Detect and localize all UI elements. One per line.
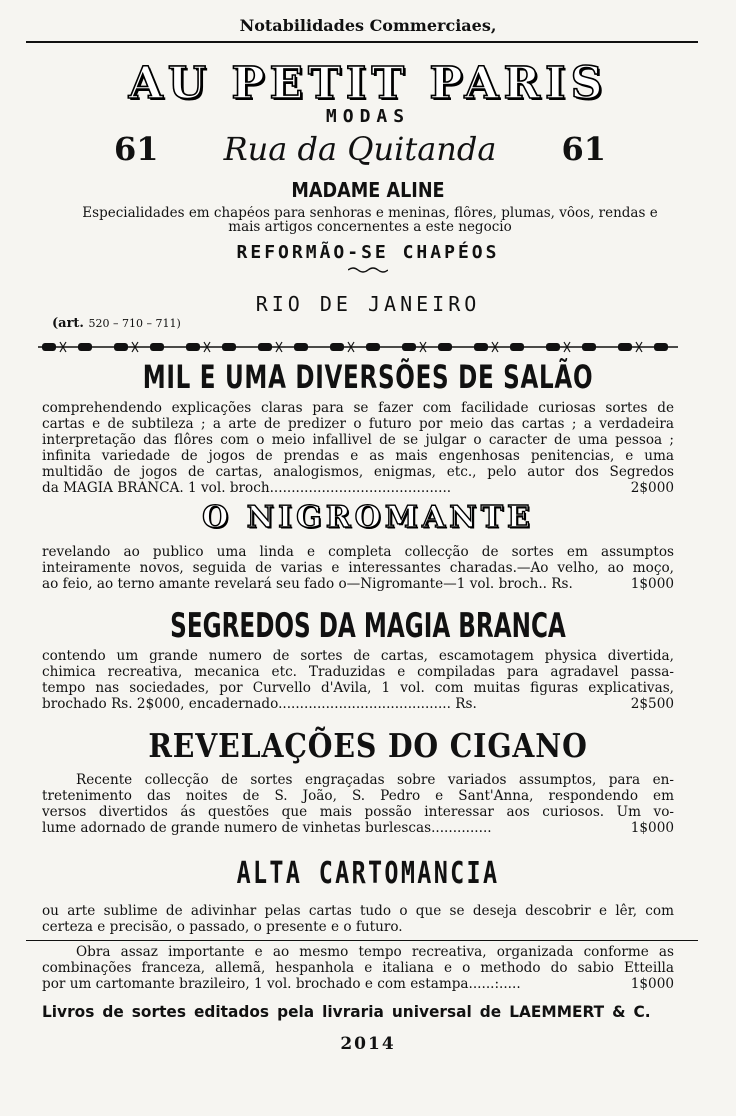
- last-line-text: ao feio, ao terno amante revelará seu fado o—Nigromante—1 vol. broch.. Rs.: [42, 576, 573, 592]
- article-label: (art.: [52, 316, 84, 331]
- description-line: chimica recreativa, mecanica etc. Traduzidas e compiladas para agradavel passa-: [42, 664, 674, 680]
- description-last-line: [42, 480, 674, 496]
- description-line: tretenimento das noites de S. João, S. Pedro e Sant'Anna, respondendo em: [42, 788, 674, 804]
- description-last-line: [42, 576, 674, 592]
- address-number-left: 61: [114, 130, 159, 168]
- section-rule: [26, 940, 698, 941]
- article-numbers: 520 – 710 – 711): [88, 317, 181, 330]
- book-description-revelacoes: [42, 772, 674, 836]
- shop-category: MODAS: [325, 106, 411, 127]
- address-number-right: 61: [561, 130, 606, 168]
- shop-name: AU PETIT PARIS: [128, 58, 608, 109]
- book-price: 1$000: [630, 976, 674, 992]
- shop-specialities: [34, 206, 706, 234]
- book-description-mil-diversoes: [42, 400, 674, 496]
- description-last-line: [42, 820, 674, 836]
- page-number: 2014: [340, 1034, 396, 1054]
- description-last-line: [42, 696, 674, 712]
- book-description-nigromante: [42, 544, 674, 592]
- book-price: 1$000: [630, 820, 674, 836]
- shop-city: RIO DE JANEIRO: [255, 292, 481, 316]
- description-line: interpretação das flôres com o meio infallivel de se julgar o caracter de uma pessoa ;: [42, 432, 674, 448]
- book-title-revelacoes: REVELAÇÕES DO CIGANO: [148, 726, 588, 765]
- specialities-line: mais artigos concernentes a este negocio: [228, 220, 512, 234]
- shop-owner: MADAME ALINE: [291, 178, 445, 202]
- description-line: inteiramente novos, seguida de varias e interessantes charadas.—Ao velho, ao moço,: [42, 560, 674, 576]
- address-street: Rua da Quitanda: [223, 130, 497, 168]
- squiggle-ornament-icon: [348, 266, 388, 274]
- article-reference: [52, 316, 181, 331]
- description-line: combinações franceza, allemã, hespanhola e italiana e o methodo do sabio Etteilla: [42, 960, 674, 976]
- description-last-line: [42, 976, 674, 992]
- book-price: 2$000: [630, 480, 674, 496]
- book-title-alta-cartomancia: ALTA CARTOMANCIA: [236, 856, 500, 891]
- description-line: Obra assaz importante e ao mesmo tempo recreativa, organizada conforme as: [76, 944, 674, 960]
- description-line: infinita variedade de jogos de prendas e as mais engenhosas penitencias, e uma: [42, 448, 674, 464]
- description-line: Recente collecção de sortes engraçadas sobre variados assumptos, para en-: [76, 772, 674, 788]
- shop-reform-notice: REFORMÃO-SE CHAPÉOS: [236, 242, 500, 263]
- book-title-nigromante: O NIGROMANTE: [202, 500, 534, 535]
- shop-address: [100, 130, 620, 170]
- ornamental-divider-icon: [38, 340, 678, 354]
- description-line: cartas e de subtileza ; a arte de predizer o futuro por meio das cartas ; a verdadeira: [42, 416, 674, 432]
- book-description-alta-cartomancia: [42, 903, 674, 935]
- book-title-mil-diversoes: MIL E UMA DIVERSÕES DE SALÃO: [142, 358, 594, 396]
- last-line-text: brochado Rs. 2$000, encadernado........................................ Rs.: [42, 696, 477, 712]
- last-line-text: lume adornado de grande numero de vinhetas burlescas..............: [42, 820, 492, 836]
- publisher-line: Livros de sortes editados pela livraria universal de LAEMMERT & C.: [42, 1002, 651, 1021]
- book-price: 1$000: [630, 576, 674, 592]
- description-line: revelando ao publico uma linda e completa collecção de sortes em assumptos: [42, 544, 674, 560]
- book-title-segredos: SEGREDOS DA MAGIA BRANCA: [170, 606, 566, 646]
- book-price: 2$500: [630, 696, 674, 712]
- page-header: Notabilidades Commerciaes,: [239, 16, 497, 35]
- description-line: ou arte sublime de adivinhar pelas cartas tudo o que se deseja descobrir e lêr, com: [42, 903, 674, 919]
- description-line: versos divertidos ás questões que mais possão interessar aos curiosos. Um vo-: [42, 804, 674, 820]
- book-description-segredos: [42, 648, 674, 712]
- description-line: comprehendendo explicações claras para se fazer com facilidade curiosas sortes de: [42, 400, 674, 416]
- description-line: certeza e precisão, o passado, o presente e o futuro.: [42, 919, 403, 935]
- description-line: contendo um grande numero de sortes de cartas, escamotagem physica divertida,: [42, 648, 674, 664]
- header-rule: [26, 41, 698, 43]
- book-description-alta-cartomancia-cont: [42, 944, 674, 992]
- last-line-text: por um cartomante brazileiro, 1 vol. brochado e com estampa......:.....: [42, 976, 521, 992]
- last-line-text: da MAGIA BRANCA. 1 vol. broch..........................................: [42, 480, 452, 496]
- description-line: tempo nas sociedades, por Curvello d'Avila, 1 vol. com muitas figuras explicativas,: [42, 680, 674, 696]
- specialities-line: Especialidades em chapéos para senhoras e meninas, flôres, plumas, vôos, rendas e: [82, 206, 658, 220]
- description-line: multidão de jogos de cartas, analogismos, enigmas, etc., pelo autor dos Segredos: [42, 464, 674, 480]
